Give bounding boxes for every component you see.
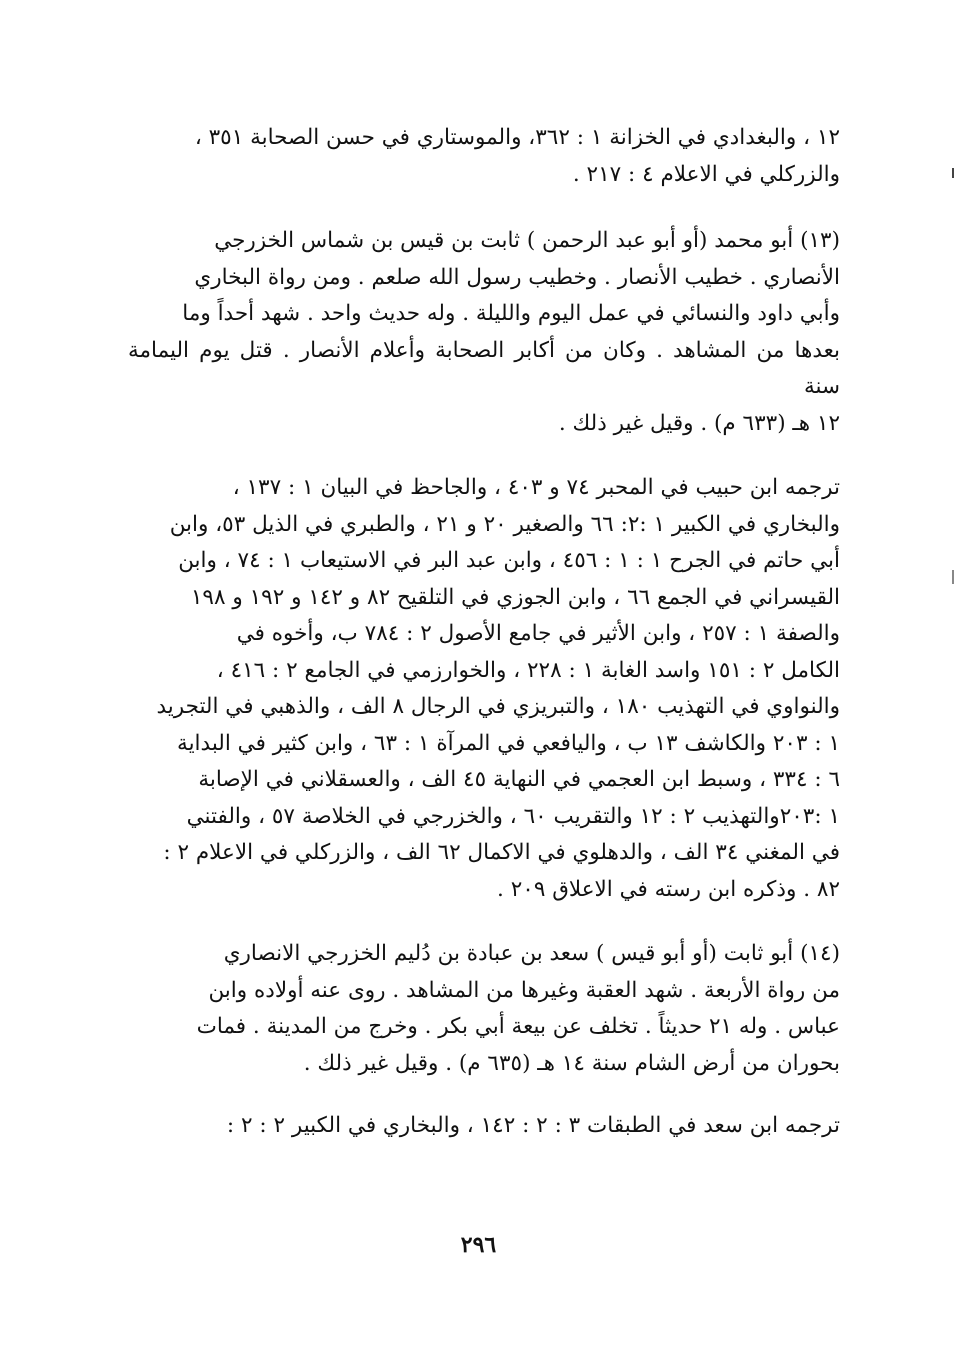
paragraph-sources-13 [128, 470, 840, 908]
paragraph-sources-14 [128, 1108, 840, 1145]
text-line: ترجمه ابن حبيب في المحبر ٧٤ و ٤٠٣ ، والجاحظ في البيان ١ : ١٣٧ ، [232, 475, 840, 500]
paragraph-biography-13 [128, 223, 840, 442]
text-line: والنواوي في التهذيب ١٨٠ ، والتبريزي في الرجال ٨ الف ، والذهبي في التجريد [156, 694, 840, 719]
document-page [128, 110, 840, 1310]
text-line: وأبي داود والنسائي في عمل اليوم والليلة . وله حديث واحد . شهد أحداً وما [182, 301, 840, 326]
text-line: عباس . وله ٢١ حديثاً . تخلف عن بيعة أبي بكر . وخرج من المدينة . فمات [196, 1014, 840, 1039]
text-line: ١٢ هـ (٦٣٣ م) . وقيل غير ذلك . [558, 410, 840, 436]
text-line: الكامل ٢ : ١٥١ واسد الغابة ١ : ٢٢٨ ، والخوارزمي في الجامع ٢ : ٤١٦ ، [216, 657, 840, 683]
text-line: (١٤) أبو ثابت (أو أبو قيس ) سعد بن عبادة بن دُليم الخزرجي الانصاري [223, 941, 840, 966]
page-number: ٢٩٦ [460, 1232, 497, 1258]
text-line: ١ :٢٠٣والتهذيب ٢ : ١٢ والتقريب ٦٠ ، والخزرجي في الخلاصة ٥٧ ، والفتني [186, 803, 840, 829]
text-line: القيسراني في الجمع ٦٦ ، وابن الجوزي في التلقيح ٨٢ و ١٤٢ و ١٩٢ و ١٩٨ [190, 584, 840, 610]
text-line: (١٣) أبو محمد (أو أبو عبد الرحمن ) ثابت بن قيس بن شماس الخزرجي [214, 228, 840, 253]
text-line: ترجمه ابن سعد في الطبقات ٣ : ٢ : ١٤٢ ، والبخاري في الكبير ٢ : ٢ : [226, 1113, 840, 1138]
text-line: في المغني ٣٤ الف ، والدهلوي في الاكمال ٦٢ الف ، والزركلي في الاعلام ٢ : [163, 840, 840, 865]
text-line: ٦ : ٣٣٤ ، وسبط ابن العجمي في النهاية ٤٥ الف ، والعسقلاني في الإصابة [198, 767, 840, 792]
scan-edge-mark [952, 168, 954, 178]
text-line: والصفة ١ : ٢٥٧ ، وابن الأثير في جامع الأصول ٢ : ٧٨٤ ب، وأخوه في [236, 621, 840, 646]
paragraph-biography-14 [128, 936, 840, 1082]
text-line: والبخاري في الكبير ١ :٢: ٦٦ والصغير ٢٠ و ٢١ ، والطبري في الذيل ٥٣، وابن [169, 511, 840, 537]
text-line: من رواة الأربعة . شهد العقبة وغيرها من المشاهد . روى عنه أولاده وابن [208, 977, 840, 1003]
text-line: بحوران من أرض الشام سنة ١٤ هـ (٦٣٥ م) . وقيل غير ذلك . [303, 1050, 840, 1076]
text-line: أبي حاتم في الجرح ١ : ١ : ٤٥٦ ، وابن عبد البر في الاستيعاب ١ : ٧٤ ، وابن [178, 548, 840, 573]
text-line: ٨٢ . وذكره ابن رسته في الاعلاق ٢٠٩ . [497, 876, 840, 902]
text-line: بعدها من المشاهد . وكان من أكابر الصحابة وأعلام الأنصار . قتل يوم اليمامة سنة [128, 337, 840, 399]
text-line: ١ : ٢٠٣ والكاشف ١٣ ب ، واليافعي في المرآة ١ : ٦٣ ، وابن كثير في البداية [177, 730, 840, 756]
text-line: والزركلي في الاعلام ٤ : ٢١٧ . [572, 161, 840, 187]
text-line: ١٢ ، والبغدادي في الخزانة ١ : ٣٦٢، والموستاري في حسن الصحابة ٣٥١ ، [194, 125, 840, 150]
paragraph-continuation [128, 120, 840, 193]
text-line: الأنصاري . خطيب الأنصار . وخطيب رسول الله صلعم . ومن رواة البخاري [194, 264, 840, 290]
scan-edge-mark [952, 570, 954, 584]
